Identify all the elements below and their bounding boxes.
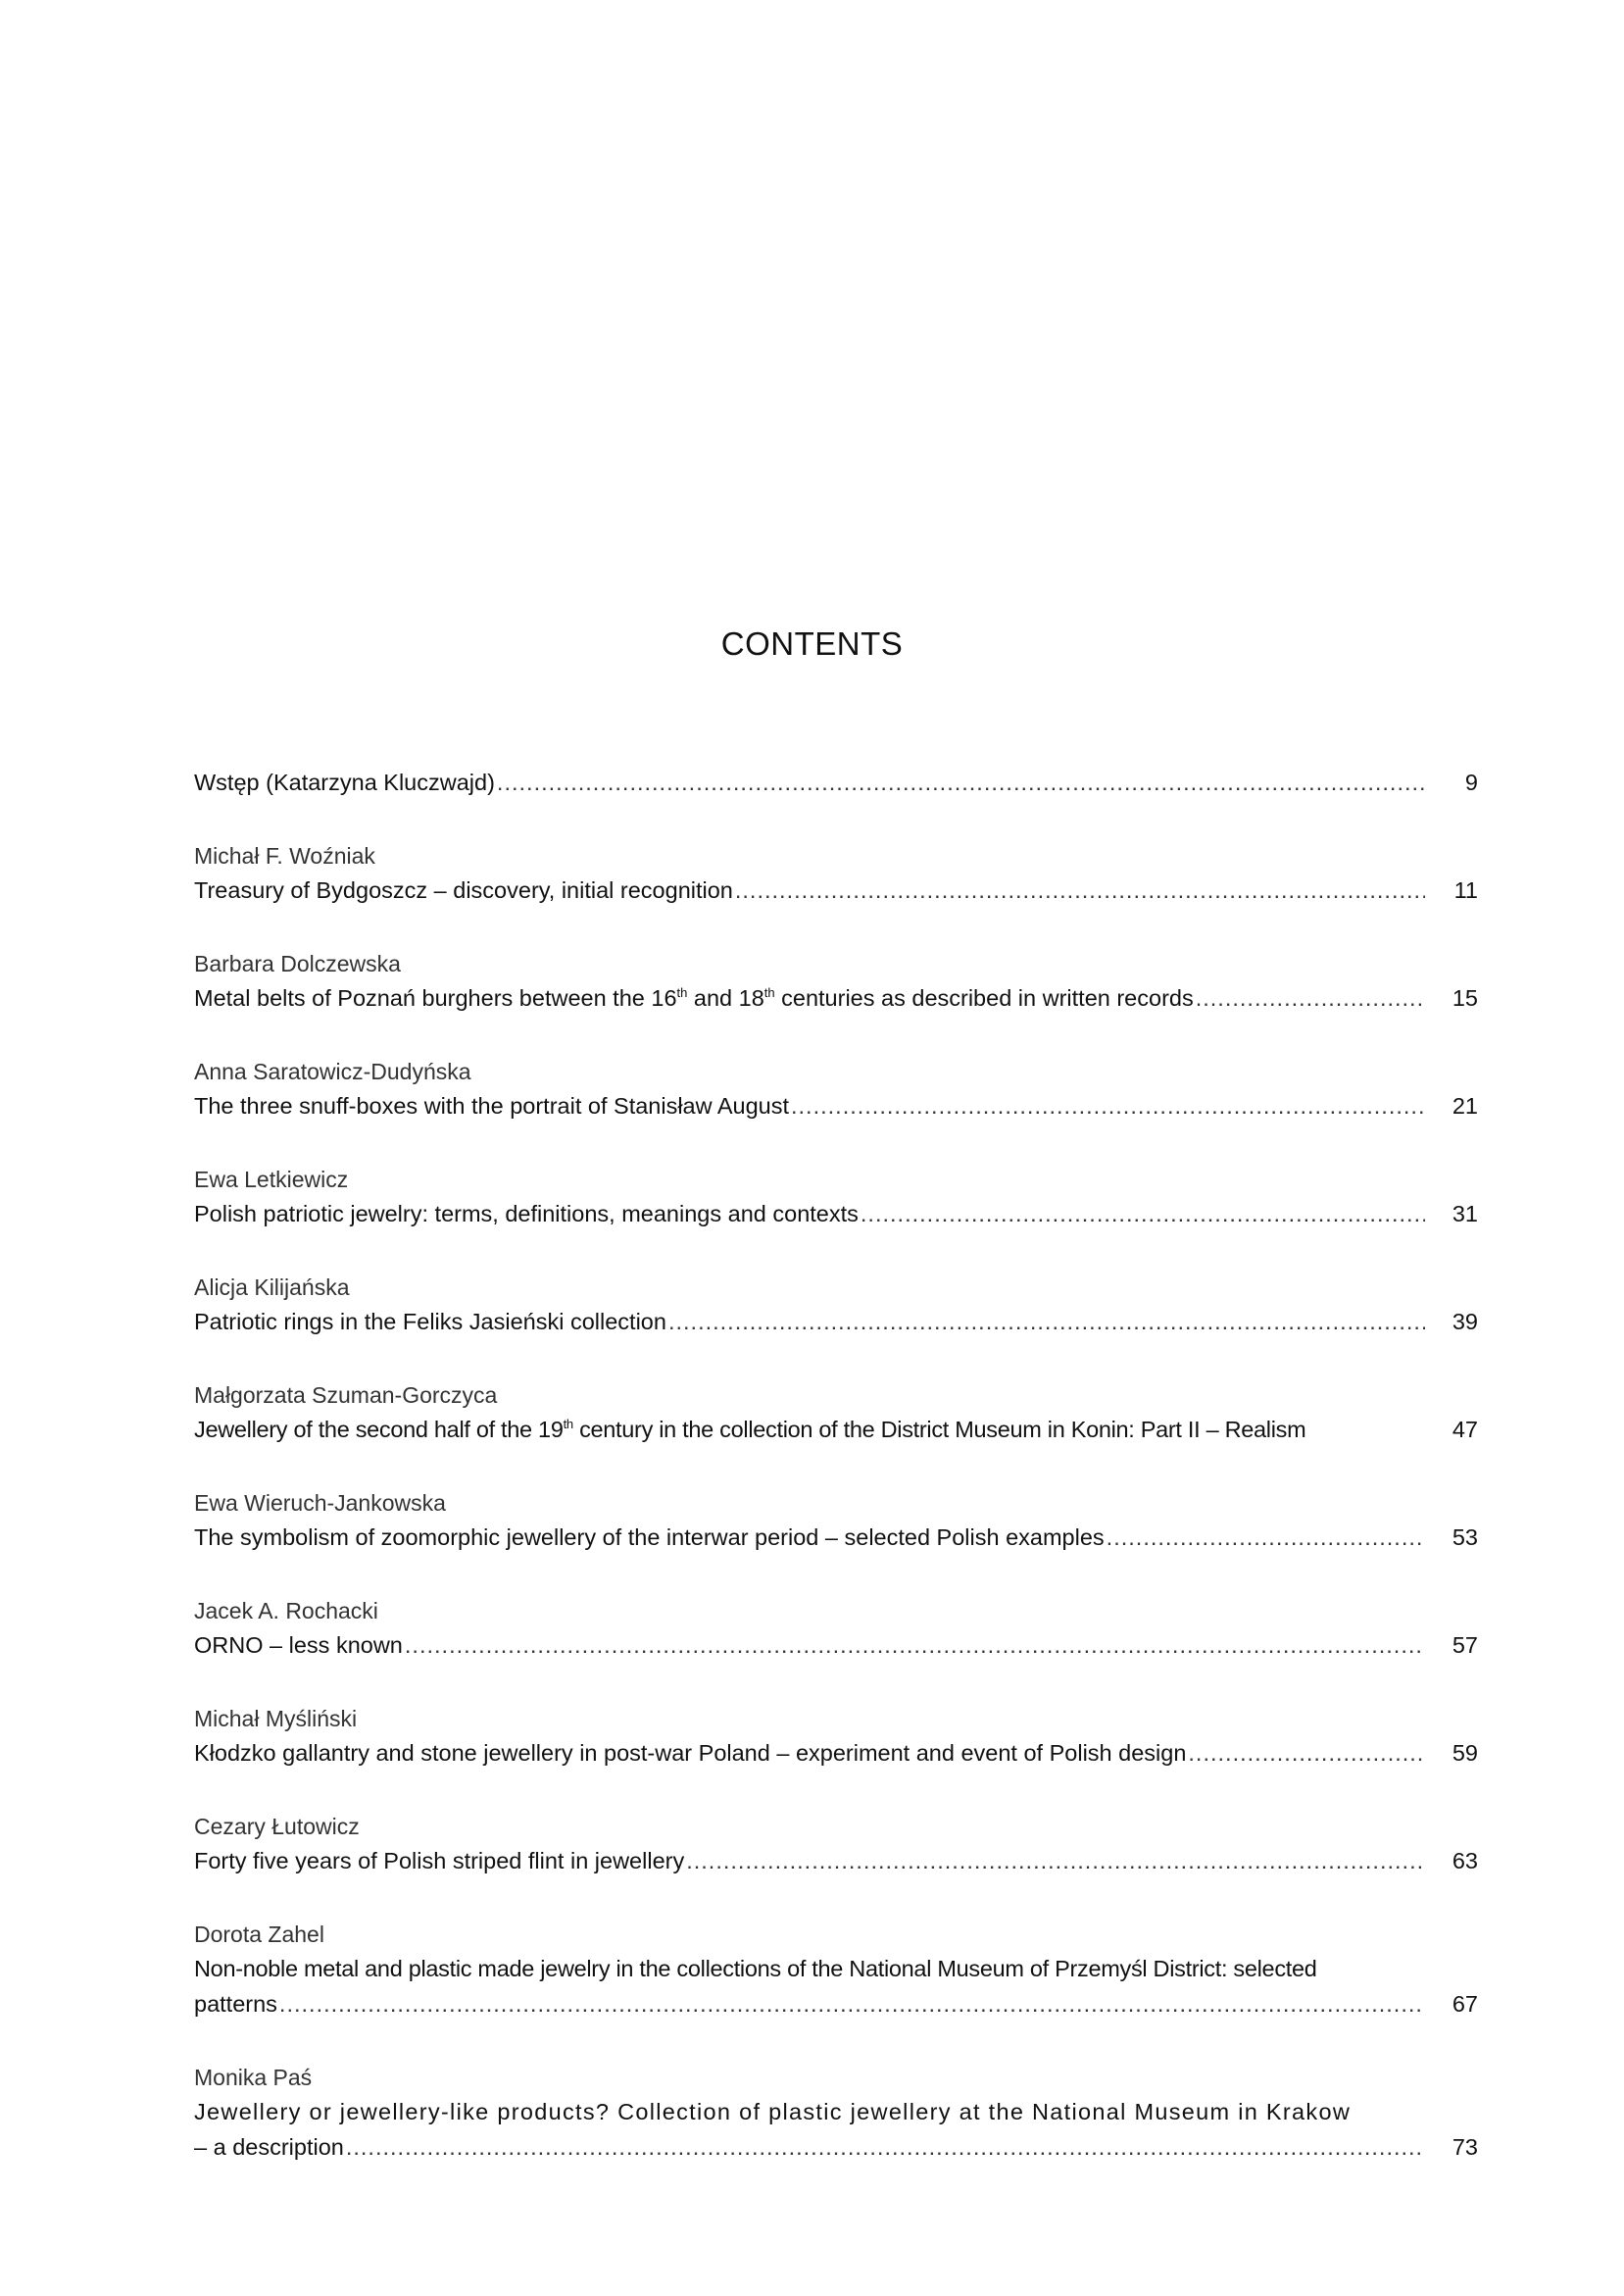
entry-title: ORNO – less known — [194, 1632, 403, 1658]
entry-title: The three snuff-boxes with the portrait of Stanisław August — [194, 1093, 789, 1119]
entry-title: Treasury of Bydgoszcz – discovery, initial recognition — [194, 877, 733, 903]
entry-author: Cezary Łutowicz — [194, 1814, 360, 1839]
page-number: 9 — [1464, 770, 1478, 795]
entry-title: The symbolism of zoomorphic jewellery of the interwar period – selected Polish examples — [194, 1524, 1105, 1550]
superscript: th — [676, 985, 688, 1001]
superscript: th — [563, 1417, 573, 1432]
toc-title-line[interactable] — [194, 1196, 1478, 1231]
entry-title: Kłodzko gallantry and stone jewellery in post-war Poland – experiment and event of Polish design — [194, 1740, 1187, 1766]
toc-title-line[interactable] — [194, 873, 1478, 908]
entry-title: Polish patriotic jewelry: terms, definitions, meanings and contexts — [194, 1201, 859, 1226]
entry-author: Anna Saratowicz-Dudyńska — [194, 1059, 471, 1084]
entry-title-line-2: patterns — [194, 1991, 277, 2017]
toc-entry — [194, 947, 1478, 1016]
title-part: centuries as described in written records — [774, 985, 1194, 1011]
entry-author: Michał F. Woźniak — [194, 843, 375, 869]
toc-title-line[interactable] — [194, 1412, 1478, 1447]
dot-leader — [668, 1304, 1425, 1339]
page-number: 15 — [1452, 985, 1478, 1011]
toc-title-line[interactable] — [194, 1986, 1478, 2021]
entry-title: Forty five years of Polish striped flint in jewellery — [194, 1848, 685, 1873]
toc-entry — [194, 1271, 1478, 1339]
toc-entry — [194, 1702, 1478, 1771]
toc-entry — [194, 1594, 1478, 1663]
dot-leader — [497, 765, 1425, 800]
page-number: 31 — [1452, 1201, 1478, 1226]
title-part: and 18 — [687, 985, 764, 1011]
toc-title-line[interactable] — [194, 1304, 1478, 1339]
toc-title-line[interactable] — [194, 765, 1478, 800]
toc-entry — [194, 1486, 1478, 1555]
entry-title-line-1[interactable]: Non-noble metal and plastic made jewelry in the collections of the National Museum of Przemyśl District: selected — [194, 1956, 1317, 1981]
page-title: CONTENTS — [720, 625, 904, 662]
dot-leader — [791, 1088, 1425, 1123]
toc-title-line[interactable] — [194, 1735, 1478, 1771]
toc-title-line[interactable] — [194, 1627, 1478, 1663]
dot-leader — [346, 2129, 1425, 2165]
superscript: th — [763, 985, 775, 1001]
toc-entry — [194, 765, 1478, 800]
dot-leader — [1196, 980, 1425, 1016]
entry-author: Michał Myśliński — [194, 1706, 358, 1731]
toc-title-line[interactable] — [194, 1520, 1478, 1555]
dot-leader — [735, 873, 1425, 908]
toc-entry — [194, 1378, 1478, 1447]
page-number: 73 — [1452, 2134, 1478, 2160]
entry-author: Ewa Letkiewicz — [194, 1167, 349, 1192]
entry-author: Barbara Dolczewska — [194, 951, 401, 976]
toc-entry — [194, 839, 1478, 908]
toc-title-line[interactable] — [194, 980, 1478, 1016]
entry-title-line-2: – a description — [194, 2134, 344, 2160]
entry-author: Ewa Wieruch-Jankowska — [194, 1490, 446, 1516]
entry-author: Monika Paś — [194, 2065, 313, 2090]
page-number: 67 — [1452, 1991, 1478, 2017]
dot-leader — [405, 1627, 1425, 1663]
toc-title-line[interactable] — [194, 1843, 1478, 1878]
page-number: 57 — [1452, 1632, 1478, 1658]
entry-title: Wstęp (Katarzyna Kluczwajd) — [194, 770, 495, 795]
toc-entry — [194, 1810, 1478, 1878]
page-number: 21 — [1452, 1093, 1478, 1119]
title-part: Jewellery of the second half of the 19 — [194, 1417, 564, 1442]
dot-leader — [1188, 1735, 1425, 1771]
page-number: 47 — [1452, 1417, 1478, 1442]
page-number: 39 — [1452, 1309, 1478, 1334]
dot-leader — [861, 1196, 1425, 1231]
dot-leader — [1107, 1520, 1425, 1555]
toc-entry — [194, 1163, 1478, 1231]
entry-author: Dorota Zahel — [194, 1922, 324, 1947]
dot-leader — [279, 1986, 1425, 2021]
page-number: 59 — [1452, 1740, 1478, 1766]
page-number: 63 — [1452, 1848, 1478, 1873]
toc-entry — [194, 1055, 1478, 1123]
toc-title-line[interactable] — [194, 1088, 1478, 1123]
title-part: century in the collection of the District Museum in Konin: Part II – Realism — [572, 1417, 1306, 1442]
table-of-contents — [194, 765, 1478, 2204]
entry-title — [194, 980, 1194, 1016]
toc-entry — [194, 1918, 1478, 2021]
entry-title-line-1[interactable]: Jewellery or jewellery-like products? Collection of plastic jewellery at the National Museum in Krakow — [194, 2099, 1352, 2124]
entry-title — [194, 1412, 1305, 1447]
entry-title: Patriotic rings in the Feliks Jasieński collection — [194, 1309, 666, 1334]
title-part: Metal belts of Poznań burghers between the 16 — [194, 985, 677, 1011]
entry-author: Alicja Kilijańska — [194, 1274, 350, 1300]
page-number: 53 — [1452, 1524, 1478, 1550]
page-number: 11 — [1453, 877, 1478, 903]
entry-author: Małgorzata Szuman-Gorczyca — [194, 1382, 498, 1408]
toc-title-line[interactable] — [194, 2129, 1478, 2165]
dot-leader — [686, 1843, 1425, 1878]
entry-author: Jacek A. Rochacki — [194, 1598, 378, 1623]
toc-entry — [194, 2061, 1478, 2165]
